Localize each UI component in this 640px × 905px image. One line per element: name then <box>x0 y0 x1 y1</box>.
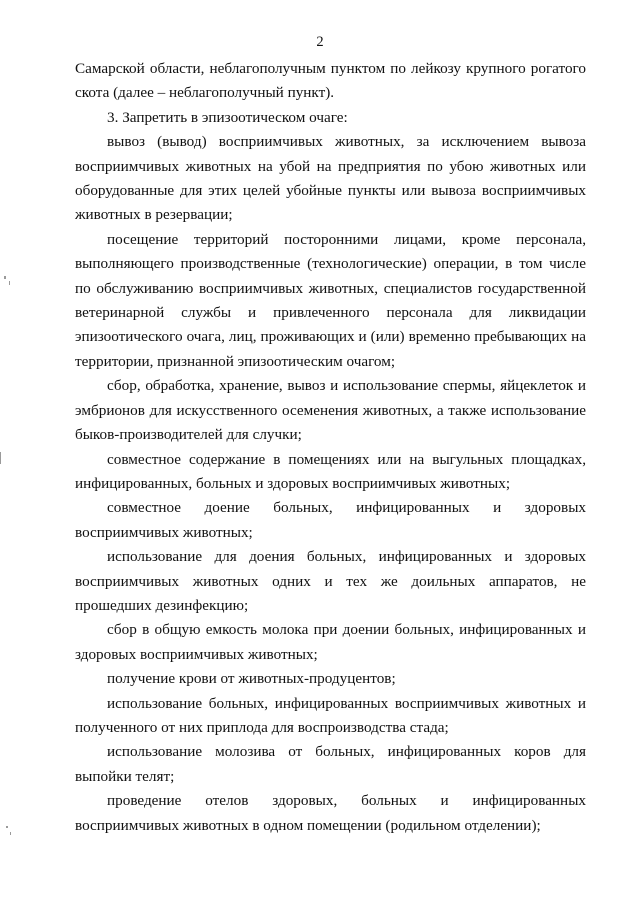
paragraph-item-3-heading: 3. Запретить в эпизоотическом очаге: <box>107 108 348 126</box>
paragraph-blood-collection: получение крови от животных-продуцентов; <box>107 670 396 688</box>
paragraph-sperm-collection: сбор, обработка, хранение, вывоз и использование спермы, яйцеклеток и эмбрионов для искусственного осеменения животных, а также использование быков-производителей для случки; <box>75 377 586 444</box>
scan-speck <box>10 832 11 835</box>
paragraph-export-animals: вывоз (вывод) восприимчивых животных, за исключением вывоза восприимчивых животных на убой на предприятия по убою животных или оборудованные для этих целей убойные пункты или вывоза восприимчивых животных в резервации; <box>75 133 586 224</box>
scan-speck <box>4 276 6 279</box>
scan-speck <box>6 826 8 828</box>
paragraph-milking-machines: использование для доения больных, инфицированных и здоровых восприимчивых животных одних и тех же доильных аппаратов, не прошедших дезинфекцию; <box>75 548 586 614</box>
paragraph-joint-milking: совместное доение больных, инфицированных и здоровых восприимчивых животных; <box>75 499 586 541</box>
scan-speck <box>9 281 10 285</box>
paragraph-joint-keeping: совместное содержание в помещениях или на выгульных площадках, инфицированных, больных и здоровых восприимчивых животных; <box>75 450 586 492</box>
paragraph-reproduction: использование больных, инфицированных восприимчивых животных и полученного от них приплода для воспроизводства стада; <box>75 694 586 736</box>
page-number: 2 <box>316 34 324 50</box>
paragraph-milk-collection: сбор в общую емкость молока при доении больных, инфицированных и здоровых восприимчивых животных; <box>75 621 586 663</box>
paragraph-visiting-territories: посещение территорий посторонними лицами, кроме персонала, выполняющего производственные (технологические) операции, в том числе по обслуживанию восприимчивых животных, специалистов государственной ветеринарной службы и привлеченного персонала для ликвидации эпизоотического очага, лиц, проживающих и (или) временно пребывающих на территории, признанной эпизоотическим очагом; <box>75 230 586 370</box>
document-body <box>75 57 586 838</box>
paragraph-calving: проведение отелов здоровых, больных и инфицированных восприимчивых животных в одном помещении (родильном отделении); <box>75 792 586 834</box>
scan-speck <box>0 452 1 464</box>
paragraph-intro: Самарской области, неблагополучным пунктом по лейкозу крупного рогатого скота (далее – неблагополучный пункт). <box>75 60 586 102</box>
paragraph-colostrum: использование молозива от больных, инфицированных коров для выпойки телят; <box>75 743 586 785</box>
